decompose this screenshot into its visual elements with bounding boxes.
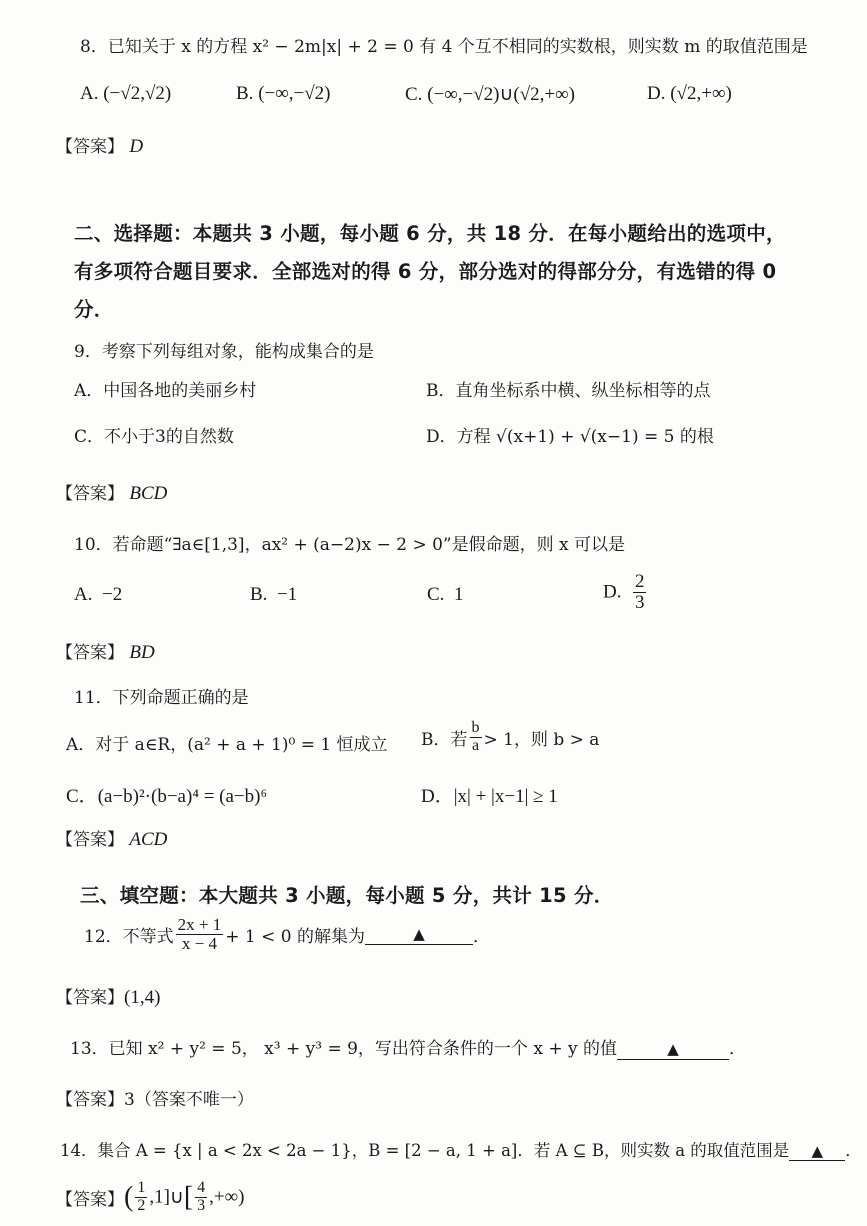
option-text: 对于 a∈R，(a² + a + 1)⁰ = 1 恒成立 <box>95 735 388 755</box>
fraction <box>470 720 482 755</box>
option-pre: 若 <box>450 729 468 750</box>
option-text: (−∞,−√2) <box>258 83 331 104</box>
answer-value: BD <box>129 642 155 663</box>
fraction-denominator: a <box>471 736 480 754</box>
q11-option-a <box>66 730 388 755</box>
q9-option-a <box>74 376 256 401</box>
q12-stem <box>84 916 490 953</box>
fraction <box>135 1180 147 1215</box>
fraction-numerator: 2 <box>634 571 645 592</box>
option-label: B． <box>421 729 451 750</box>
answer-open-bracket: [ <box>183 1181 194 1213</box>
q10-option-c <box>427 584 463 606</box>
option-label: B． <box>426 381 456 401</box>
q11-option-b <box>421 720 599 755</box>
answer-tag: 【答案】 <box>56 1090 124 1110</box>
option-label: D． <box>426 427 457 447</box>
answer-tag: 【答案】 <box>56 1189 124 1210</box>
q11-option-d <box>421 781 558 808</box>
fraction-denominator: 3 <box>634 591 645 613</box>
q12-pre: 12．不等式 <box>84 926 174 947</box>
triangle-icon: ▲ <box>413 924 425 943</box>
q8-option-c <box>405 83 575 106</box>
q14-answer <box>56 1180 245 1215</box>
option-text: 直角坐标系中横、纵坐标相等的点 <box>455 381 711 401</box>
q10-option-a <box>74 584 122 606</box>
q10-option-b <box>250 584 297 606</box>
answer-tag: 【答案】 <box>56 137 124 157</box>
option-label: A． <box>74 381 104 401</box>
q9-stem: 9．考察下列每组对象，能构成集合的是 <box>74 342 374 362</box>
option-text: (a−b)²·(b−a)⁴ = (a−b)⁶ <box>97 786 268 807</box>
answer-value: ACD <box>129 829 168 850</box>
q14-end: ． <box>845 1141 862 1160</box>
q10-option-d <box>603 572 648 613</box>
option-text: 1 <box>453 584 464 605</box>
option-label: A. <box>80 83 99 104</box>
q11-answer <box>56 825 167 851</box>
option-text: (−∞,−√2)∪(√2,+∞) <box>427 84 575 105</box>
fraction <box>176 916 224 953</box>
option-post: > 1，则 b > a <box>483 729 600 750</box>
answer-tag: 【答案】 <box>56 988 124 1008</box>
triangle-icon: ▲ <box>667 1040 679 1058</box>
answer-blank <box>789 1141 845 1161</box>
q11-option-c <box>66 781 267 808</box>
fraction-denominator: 2 <box>137 1196 146 1214</box>
option-label: C． <box>66 786 98 807</box>
q8-stem: 8．已知关于 x 的方程 x² − 2m|x| + 2 = 0 有 4 个互不相同的实数根，则实数 m 的取值范围是 <box>80 37 808 57</box>
option-text: 方程 √(x+1) + √(x−1) = 5 的根 <box>456 427 714 447</box>
option-label: C． <box>74 427 105 447</box>
option-label: B. <box>250 584 268 605</box>
q9-option-d <box>426 422 714 447</box>
answer-interval-tail: ,1] <box>149 1186 170 1208</box>
q12-end: ． <box>472 926 490 947</box>
answer-value: D <box>129 136 144 157</box>
fraction <box>195 1180 207 1215</box>
answer-interval-tail: ,+∞) <box>209 1186 245 1208</box>
fraction-numerator: 4 <box>197 1179 206 1196</box>
q8-answer <box>56 132 143 158</box>
q11-stem: 11．下列命题正确的是 <box>74 688 249 708</box>
option-label: A． <box>66 735 96 755</box>
option-text: (−√2,√2) <box>103 83 172 104</box>
q8-option-d <box>647 83 732 105</box>
q10-stem: 10．若命题“∃a∈[1,3]，ax² + (a−2)x − 2 > 0”是假命题，则 x 可以是 <box>74 535 626 555</box>
q13-end: ． <box>728 1039 746 1059</box>
q13-answer <box>56 1085 254 1110</box>
option-label: D． <box>421 786 454 807</box>
section3-title: 三、填空题：本大题共 3 小题，每小题 5 分，共计 15 分． <box>80 884 614 907</box>
triangle-icon: ▲ <box>811 1142 824 1160</box>
union-symbol: ∪ <box>169 1186 184 1208</box>
answer-tag: 【答案】 <box>56 643 124 663</box>
option-text: −2 <box>101 584 123 605</box>
fraction-numerator: b <box>471 719 480 736</box>
option-text: 中国各地的美丽乡村 <box>103 381 257 401</box>
q9-option-c <box>74 422 234 447</box>
option-label: D. <box>603 581 622 603</box>
option-text: (√2,+∞) <box>670 83 732 104</box>
q14-text: 14．集合 A = {x | a < 2x < 2a − 1}，B = [2 − a, 1 + a]．若 A ⊆ B，则实数 a 的取值范围是 <box>60 1141 790 1160</box>
q10-answer <box>56 638 155 664</box>
q13-stem <box>70 1034 746 1060</box>
q12-post: + 1 < 0 的解集为 <box>225 926 365 947</box>
q12-answer <box>56 983 160 1009</box>
answer-tag: 【答案】 <box>56 830 124 850</box>
answer-tag: 【答案】 <box>56 484 124 504</box>
q8-option-a <box>80 83 171 105</box>
fraction-numerator: 2x + 1 <box>177 915 222 934</box>
answer-value: (1,4) <box>124 987 161 1008</box>
option-text: 不小于3的自然数 <box>104 427 234 447</box>
q8-option-b <box>236 83 331 105</box>
option-label: C. <box>405 84 423 105</box>
q13-text: 13．已知 x² + y² = 5， x³ + y³ = 9，写出符合条件的一个 x + y 的值 <box>70 1039 617 1059</box>
option-label: B. <box>236 83 254 104</box>
answer-value: 3（答案不唯一） <box>124 1090 254 1110</box>
option-text: −1 <box>276 584 298 605</box>
answer-open-paren: ( <box>124 1181 134 1213</box>
q9-answer <box>56 479 167 505</box>
option-label: C. <box>427 584 445 605</box>
section2-line2: 有多项符合题目要求．全部选对的得 6 分，部分选对的得部分分，有选错的得 0 <box>74 260 777 283</box>
q14-stem <box>60 1137 862 1161</box>
answer-blank <box>365 924 473 945</box>
fraction-denominator: x − 4 <box>181 933 217 953</box>
option-label: A. <box>74 584 93 605</box>
fraction-numerator: 1 <box>137 1179 146 1196</box>
section2-line1: 二、选择题：本题共 3 小题，每小题 6 分，共 18 分．在每小题给出的选项中， <box>74 222 786 245</box>
section2-line3: 分． <box>74 298 114 321</box>
fraction <box>633 572 647 613</box>
q9-option-b <box>426 376 711 401</box>
option-label: D. <box>647 83 666 104</box>
option-text: |x| + |x−1| ≥ 1 <box>453 786 558 807</box>
answer-blank <box>617 1039 729 1060</box>
answer-value: BCD <box>129 483 168 504</box>
fraction-denominator: 3 <box>197 1196 206 1214</box>
